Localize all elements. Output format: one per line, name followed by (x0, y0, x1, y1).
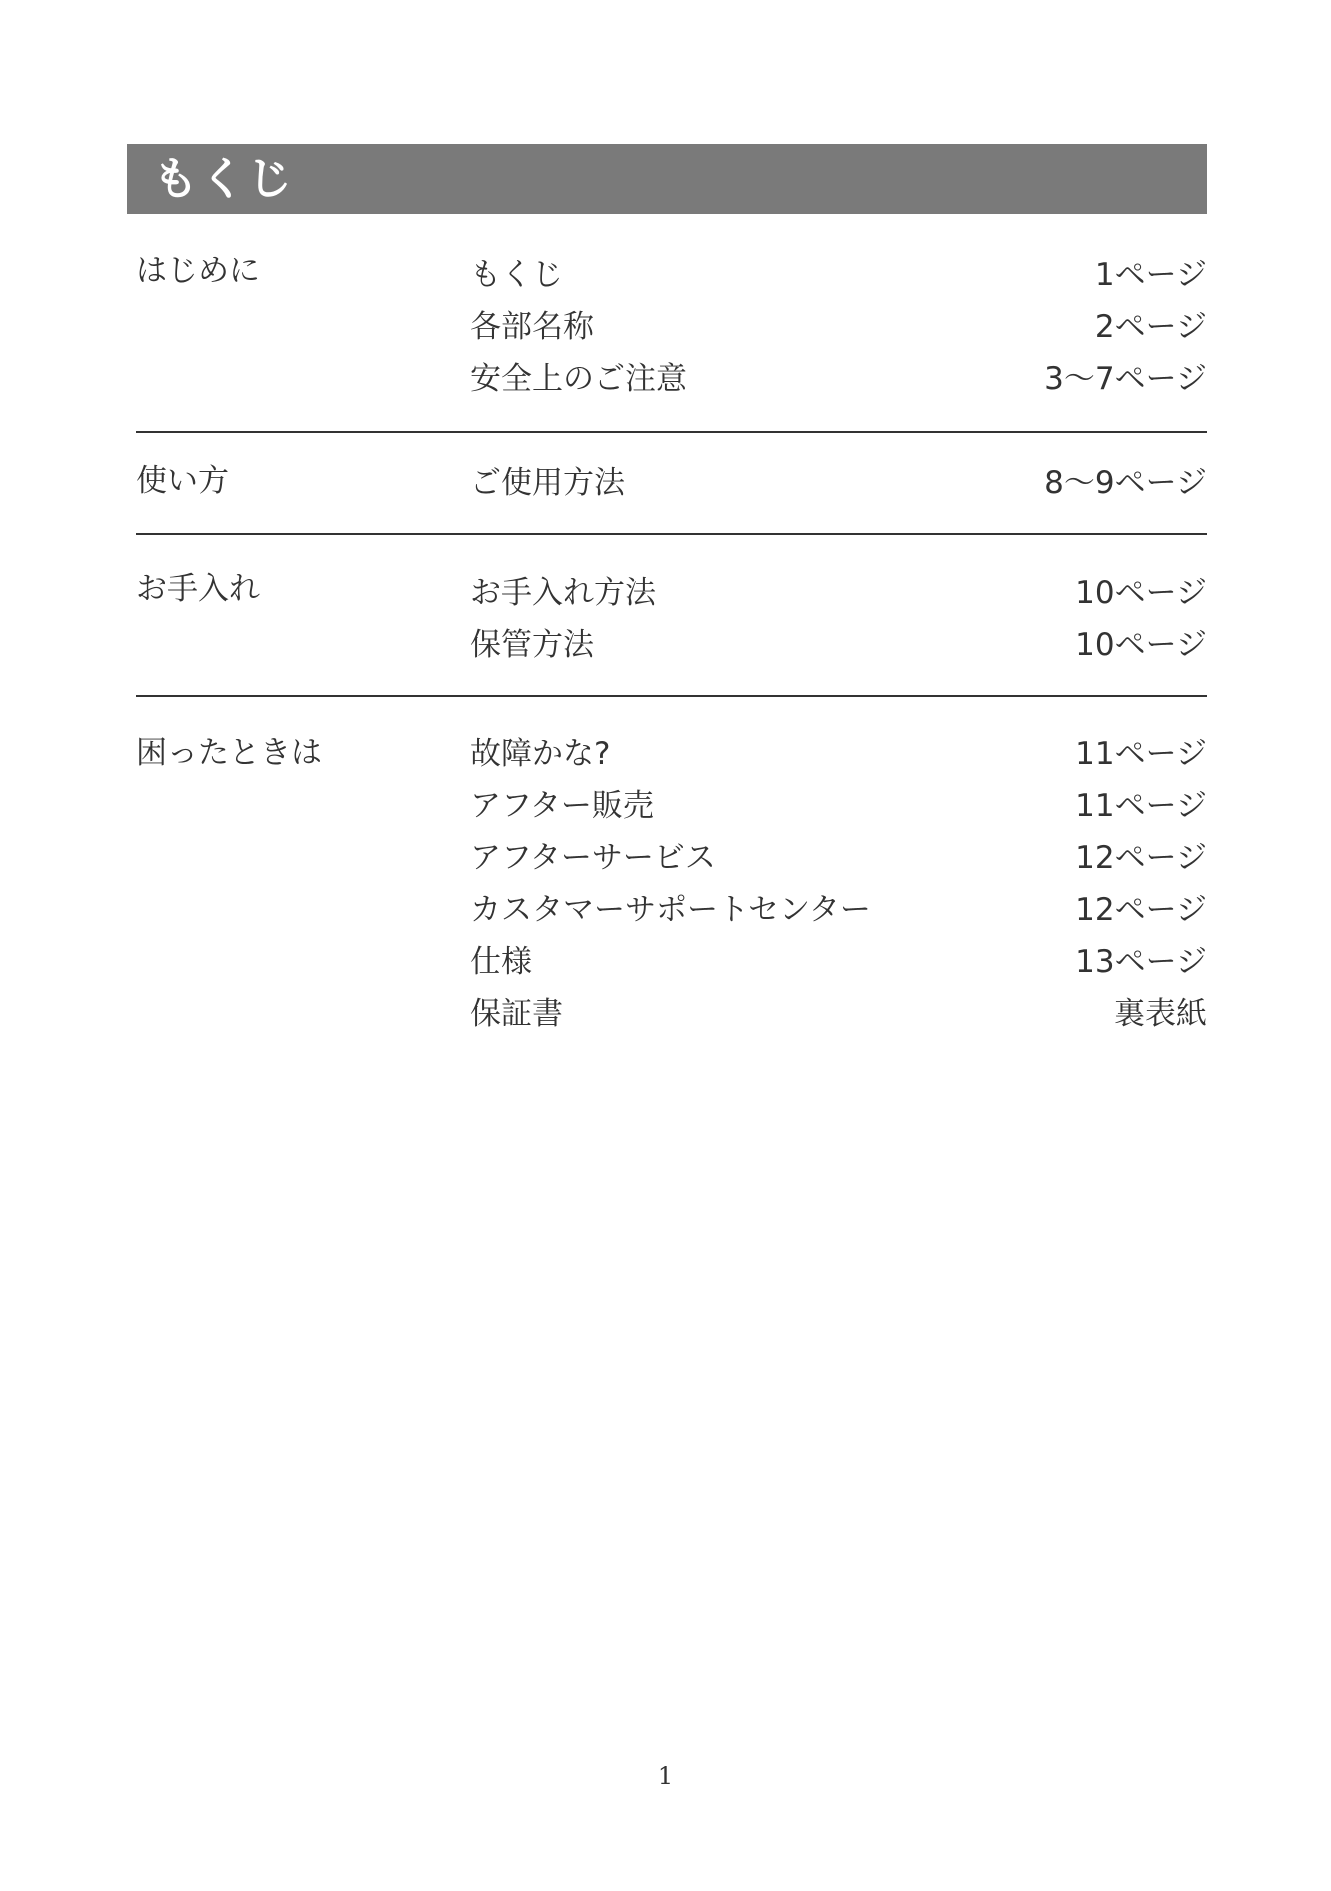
entry-page: 12ページ (1075, 891, 1207, 928)
toc-entry[interactable] (470, 349, 1207, 401)
entry-page: 13ページ (1075, 943, 1207, 980)
toc-section-troubleshooting (136, 697, 1207, 1036)
entry-name: 仕様 (470, 943, 532, 980)
toc-entry[interactable] (470, 828, 1207, 880)
entry-name: 故障かな? (470, 735, 611, 772)
page-number: 1 (657, 1762, 674, 1790)
toc-section-care (136, 535, 1207, 695)
section-entries (470, 245, 1207, 401)
page-title: もくじ (153, 152, 295, 205)
entry-name: もくじ (470, 256, 563, 293)
entry-name: お手入れ方法 (470, 574, 656, 611)
table-of-contents (136, 245, 1207, 1036)
toc-entry[interactable] (470, 880, 1207, 932)
section-entries (470, 453, 1207, 505)
section-entries (470, 563, 1207, 667)
section-label: はじめに (136, 253, 260, 289)
section-label: 使い方 (136, 463, 229, 499)
toc-entry[interactable] (470, 563, 1207, 615)
entry-page: 12ページ (1075, 839, 1207, 876)
entry-name: カスタマーサポートセンター (470, 891, 871, 928)
entry-name: アフター販売 (470, 787, 654, 824)
toc-entry[interactable] (470, 776, 1207, 828)
entry-page: 2ページ (1094, 308, 1207, 345)
entry-page: 3〜7ページ (1044, 360, 1207, 397)
entry-page: 11ページ (1075, 735, 1207, 772)
entry-page: 10ページ (1075, 626, 1207, 663)
section-label: 困ったときは (136, 735, 322, 771)
toc-entry[interactable] (470, 297, 1207, 349)
entry-name: 保証書 (470, 995, 563, 1032)
entry-page: 裏表紙 (1114, 995, 1207, 1032)
entry-page: 10ページ (1075, 574, 1207, 611)
toc-section-intro (136, 245, 1207, 431)
entry-name: ご使用方法 (470, 464, 625, 501)
toc-title-bar (127, 144, 1207, 214)
toc-entry[interactable] (470, 984, 1207, 1036)
entry-page: 1ページ (1094, 256, 1207, 293)
entry-name: 安全上のご注意 (470, 360, 687, 397)
toc-entry[interactable] (470, 932, 1207, 984)
entry-name: アフターサービス (470, 839, 716, 876)
entry-page: 11ページ (1075, 787, 1207, 824)
section-entries (470, 724, 1207, 1036)
toc-entry[interactable] (470, 724, 1207, 776)
toc-section-usage (136, 433, 1207, 533)
toc-entry[interactable] (470, 245, 1207, 297)
entry-name: 各部名称 (470, 308, 594, 345)
entry-page: 8〜9ページ (1044, 464, 1207, 501)
entry-name: 保管方法 (470, 626, 594, 663)
toc-entry[interactable] (470, 615, 1207, 667)
toc-entry[interactable] (470, 453, 1207, 505)
section-label: お手入れ (136, 571, 260, 607)
